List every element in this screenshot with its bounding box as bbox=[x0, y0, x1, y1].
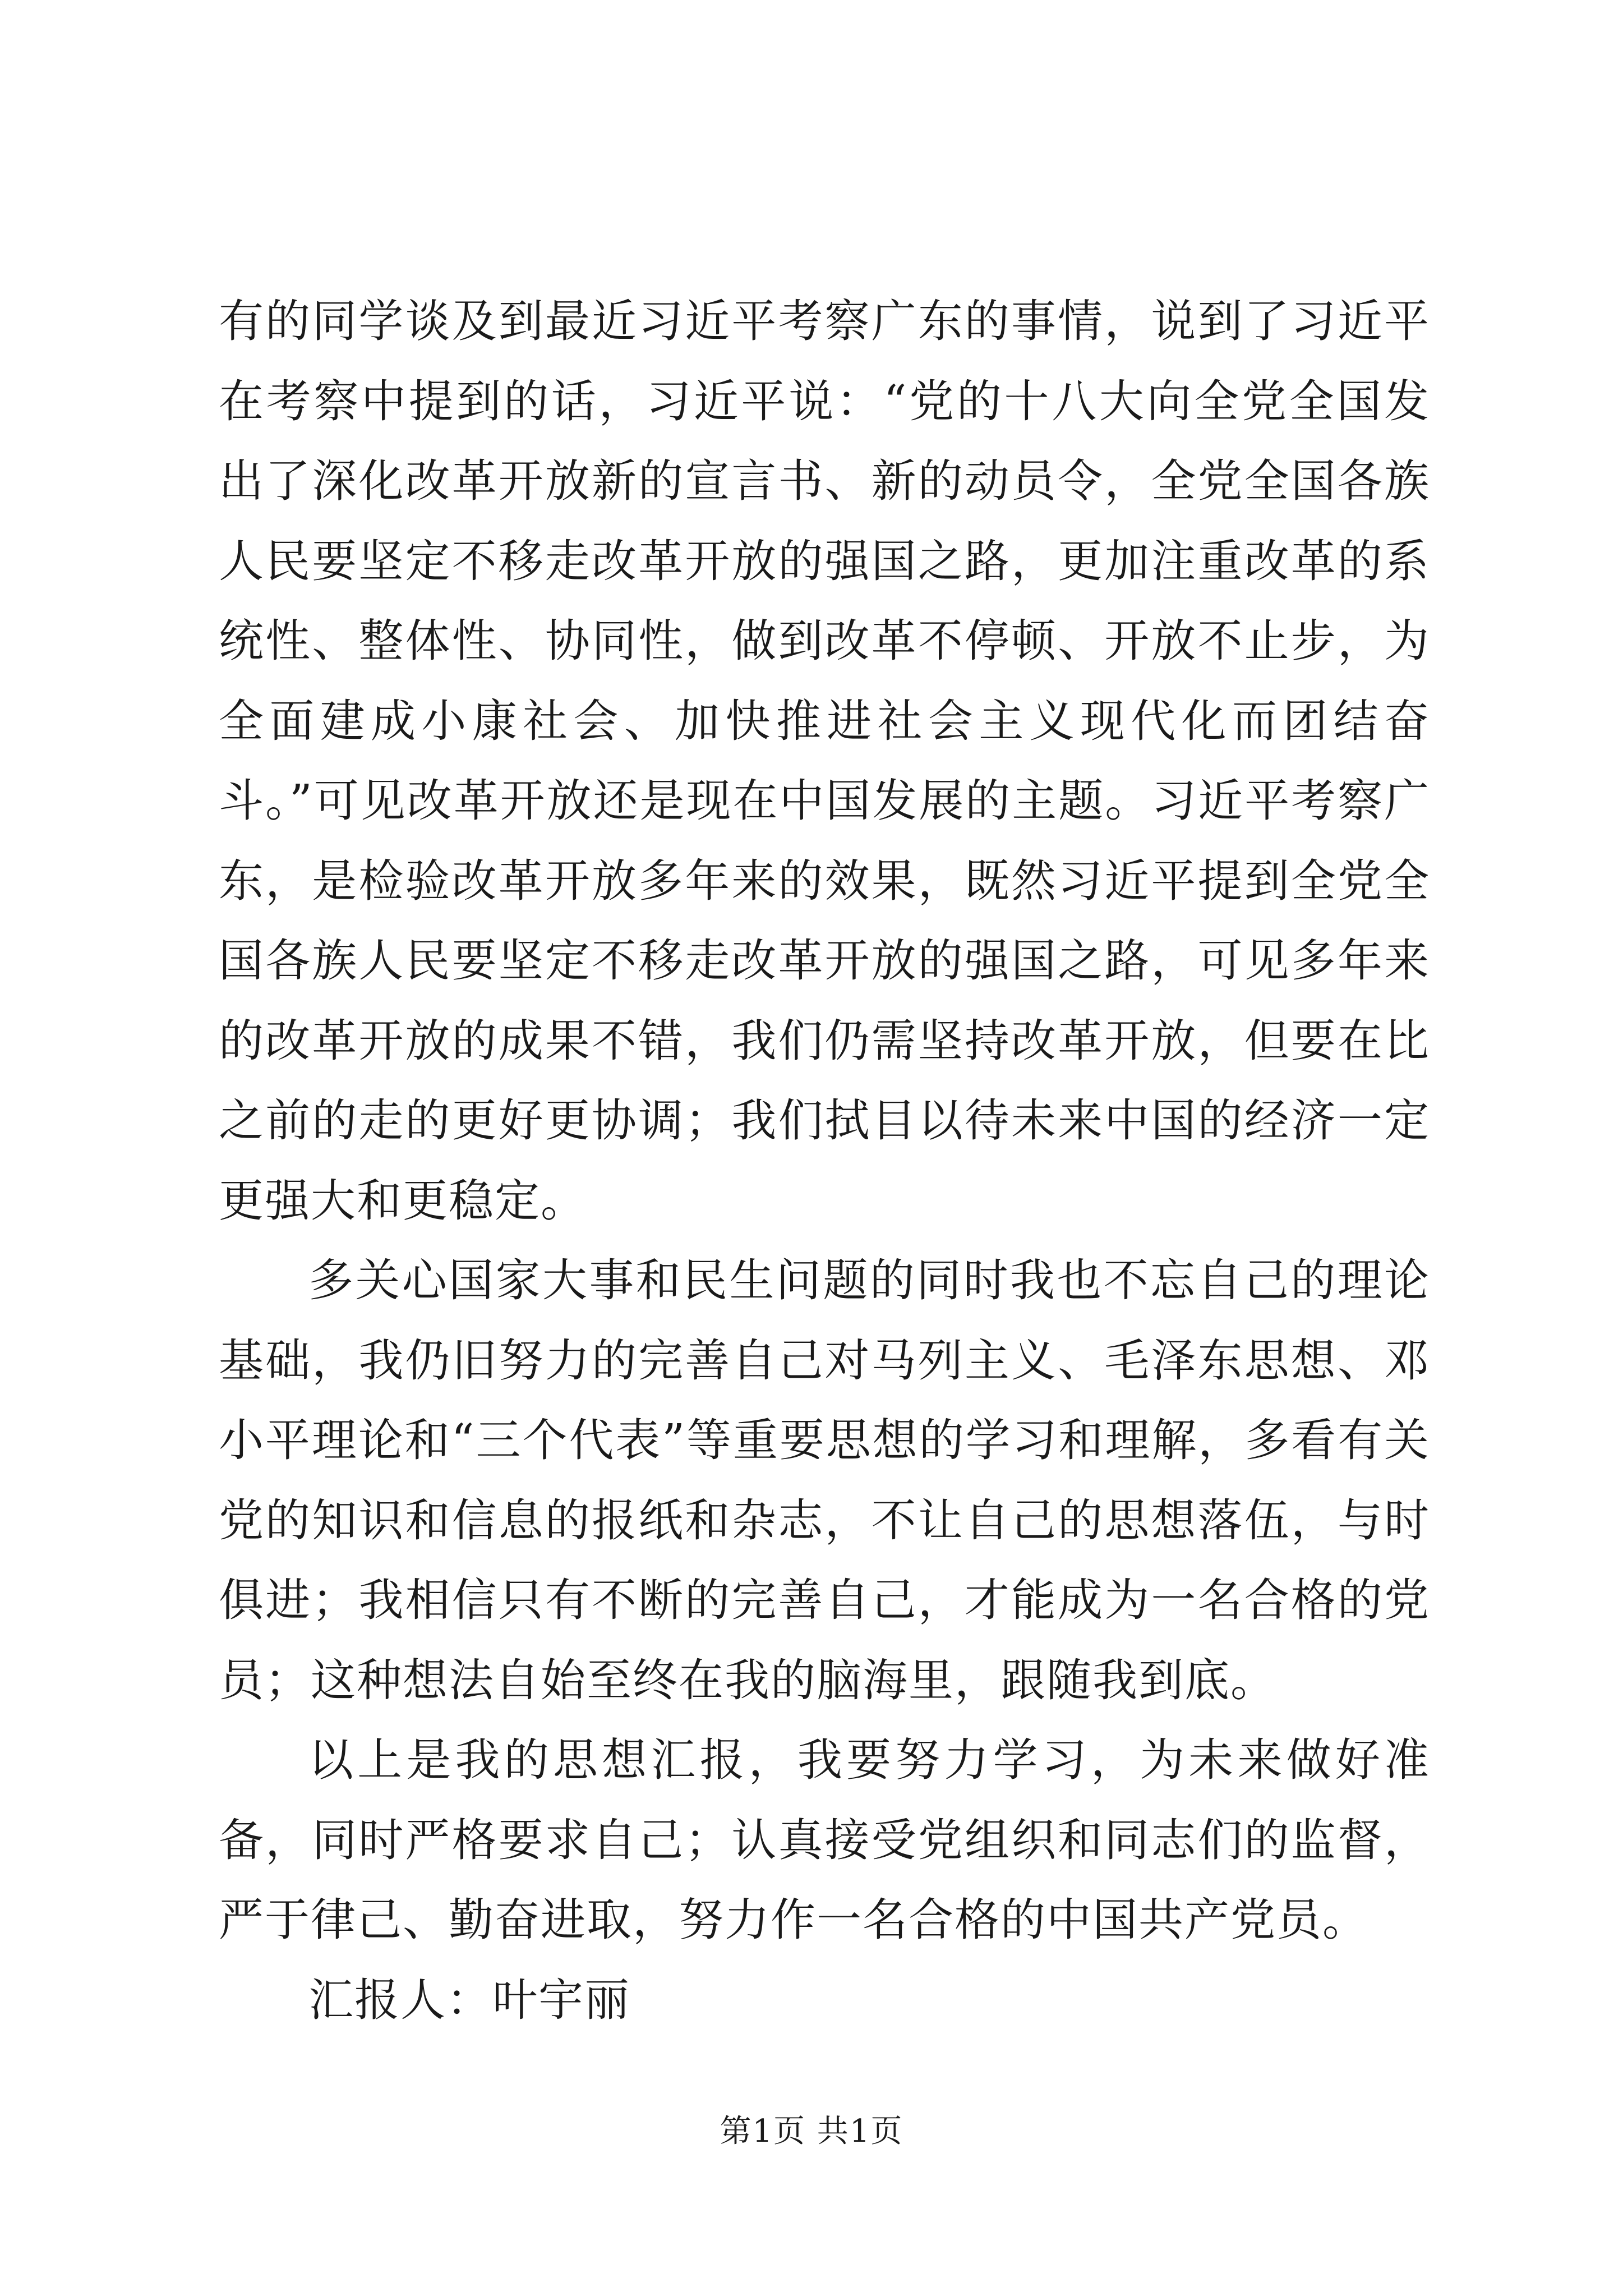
paragraph-2: 多关心国家大事和民生问题的同时我也不忘自己的理论基础，我仍旧努力的完善自己对马列主义、毛泽东思想、邓小平理论和“三个代表”等重要思想的学习和理解，多看有关党的知识和信息的报纸和杂志，不让自己的思想落伍，与时俱进；我相信只有不断的完善自己，才能成为一名合格的党员；这种想法自始至终在我的脑海里，跟随我到底。 bbox=[219, 1254, 1430, 1706]
page-footer: 第1页 共1页 bbox=[720, 2113, 903, 2150]
paragraph-3: 以上是我的思想汇报，我要努力学习，为未来做好准备，同时严格要求自己；认真接受党组织和同志们的监督，严于律己、勤奋进取，努力作一名合格的中国共产党员。 bbox=[219, 1734, 1430, 1946]
document-body bbox=[219, 282, 1430, 2040]
paragraph-1: 有的同学谈及到最近习近平考察广东的事情，说到了习近平在考察中提到的话，习近平说：“党的十八大向全党全国发出了深化改革开放新的宣言书、新的动员令，全党全国各族人民要坚定不移走改革开放的强国之路，更加注重改革的系统性、整体性、协同性，做到改革不停顿、开放不止步，为全面建成小康社会、加快推进社会主义现代化而团结奋斗。”可见改革开放还是现在中国发展的主题。习近平考察广东，是检验改革开放多年来的效果，既然习近平提到全党全国各族人民要坚定不移走改革开放的强国之路，可见多年来的改革开放的成果不错，我们仍需坚持改革开放，但要在比之前的走的更好更协调；我们拭目以待未来中国的经济一定更强大和更稳定。 bbox=[219, 295, 1430, 1227]
reporter-signature: 汇报人：叶宇丽 bbox=[308, 1973, 630, 2026]
